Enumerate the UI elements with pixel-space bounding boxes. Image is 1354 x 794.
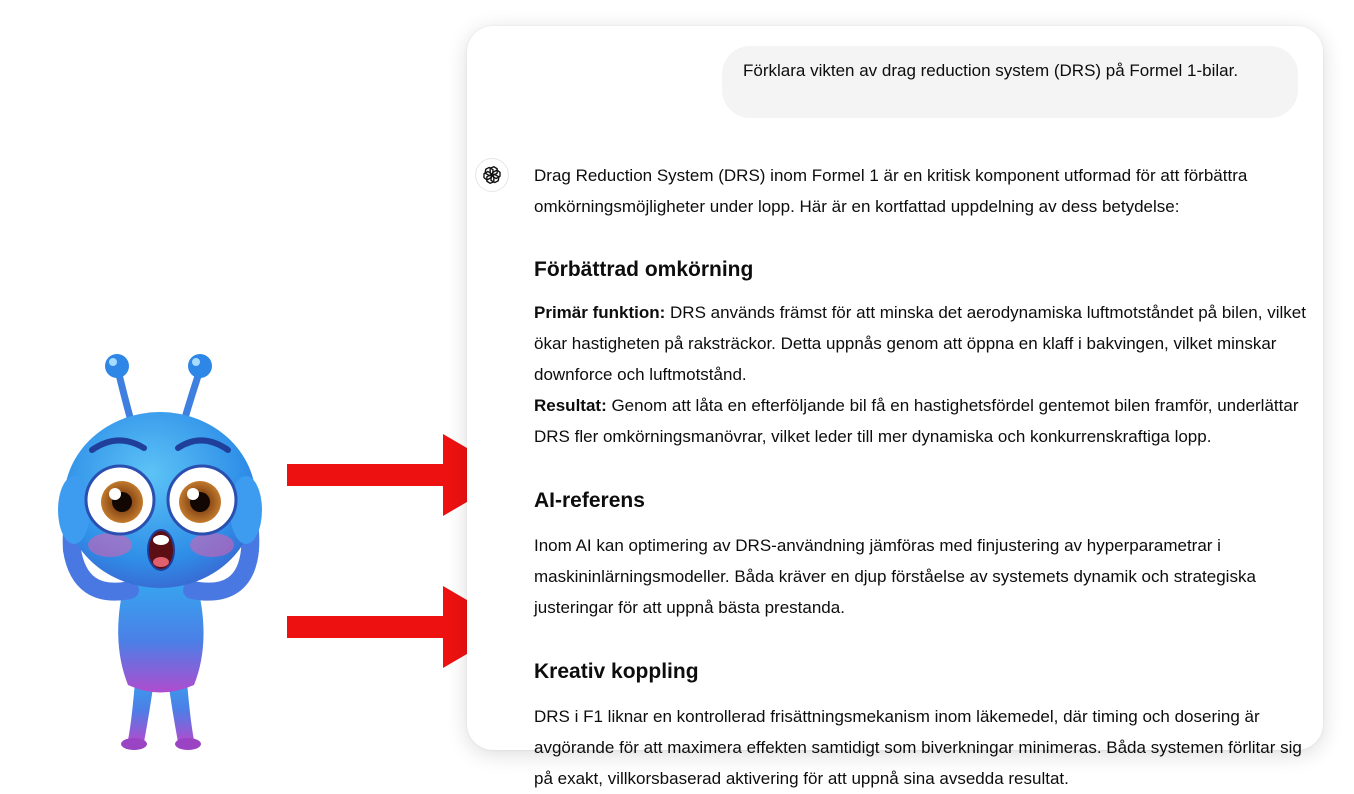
section-paragraph: DRS i F1 liknar en kontrollerad frisättningsmekanism inom läkemedel, där timing och dosering är avgörande för att maximera effekten samtidigt som biverkningar minimeras. Båda systemen förlitar sig på exakt, villkorsbaserad aktivering för att uppnå sina avsedda resultat.	[534, 707, 1302, 788]
section-heading: AI-referens	[534, 489, 645, 512]
response-intro: Drag Reduction System (DRS) inom Formel 1 är en kritisk komponent utformad för att förbättra omkörningsmöjligheter under lopp. Här är en kortfattad uppdelning av dess betydelse:	[534, 166, 1248, 216]
section-paragraph	[534, 297, 1324, 452]
item-text: DRS används främst för att minska det aerodynamiska luftmotståndet på bilen, vilket ökar hastigheten på raksträckor. Detta uppnås genom att öppna en klaff i bakvingen, vilket minskar downforce och luftmotstånd.	[534, 303, 1306, 384]
assistant-response	[534, 160, 1324, 794]
section-heading: Kreativ koppling	[534, 660, 699, 683]
openai-logo-icon	[475, 158, 509, 192]
item-label: Primär funktion:	[534, 303, 666, 322]
chat-conversation-panel	[467, 26, 1323, 788]
shocked-alien-illustration	[40, 340, 280, 760]
item-label: Resultat:	[534, 396, 607, 415]
user-message-bubble: Förklara vikten av drag reduction system (DRS) på Formel 1-bilar.	[722, 46, 1298, 118]
section-paragraph: Inom AI kan optimering av DRS-användning jämföras med finjustering av hyperparametrar i maskininlärningsmodeller. Båda kräver en djup förståelse av systemets dynamik och strategiska justeringar för att uppnå bästa prestanda.	[534, 536, 1256, 617]
item-text: Genom att låta en efterföljande bil få en hastighetsfördel gentemot bilen framför, underlättar DRS fler omkörningsmanövrar, vilket leder till mer dynamiska och konkurrenskraftiga lopp.	[534, 396, 1299, 446]
section-heading: Förbättrad omkörning	[534, 258, 754, 281]
